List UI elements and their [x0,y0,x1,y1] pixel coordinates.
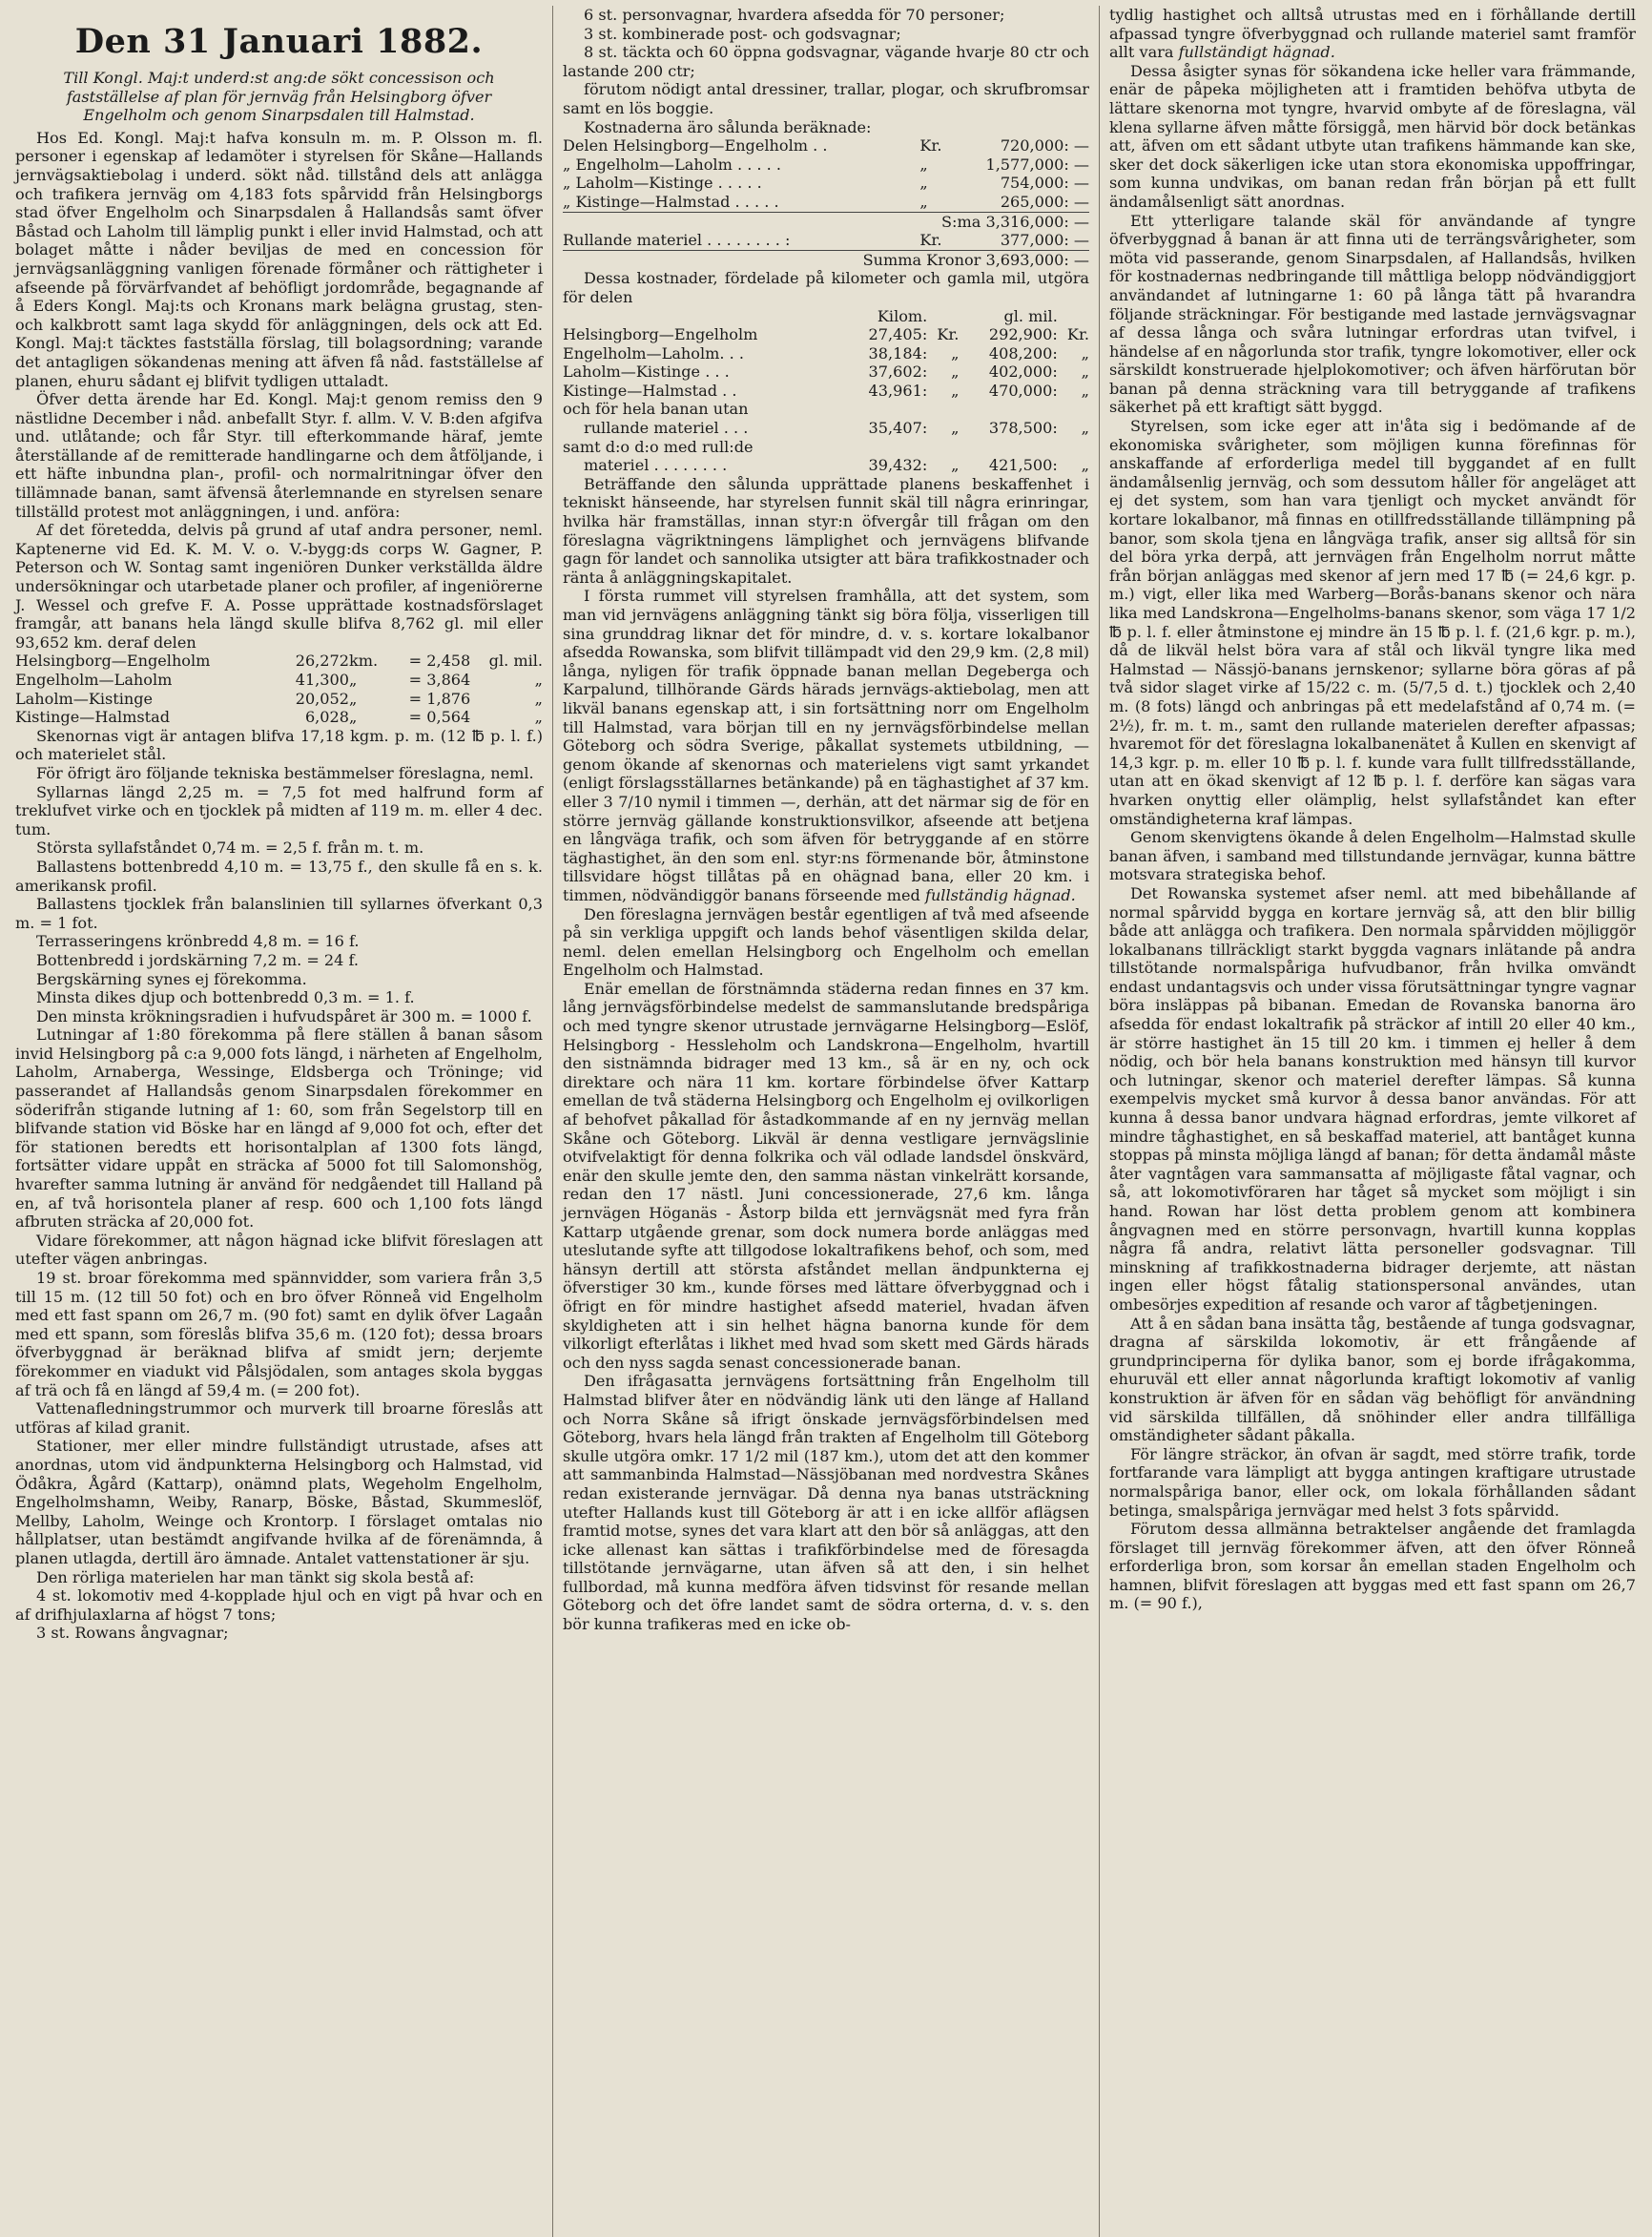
dist-km: 6,028 [304,708,350,727]
paragraph: 3 st. Rowans ångvagnar; [36,1624,229,1643]
per-km-unit2: „ [1081,419,1089,438]
per-km-amount: 292,900: [988,325,1058,344]
table-row [563,362,1089,382]
table-row [15,690,543,709]
paragraph: Genom skenvigtens ökande å delen Engelholm—Halmstad skulle banan äfven, i samband med tillstundande jernvägar, kunna bättre motsvara strategiska behof. [1109,828,1636,884]
dist-mil: = 0,564 [408,708,471,727]
paragraph: Terrasseringens krönbredd 4,8 m. = 16 f. [36,932,360,951]
per-km-unit: „ [951,456,960,475]
paragraph [1109,6,1636,62]
paragraph: Styrelsen, som icke eger att in'åta sig i bedömande af de ekonomiska svårigheter, som möjligen kunna förefinnas för anskaffande af erforderliga medel till byggandet af en fullt ändamålsenlig jernväg, och som dessutom håller för angeläget att ej det system, som han vara tjenligt och mycket användt för kortare lokalbanor, må finnas en otillfredsställande tillämpning på banor, som skola tjena en långväga trafik, anser sig alltså för sin del böra yrka derpå, att jernvägen från Engelholm norrut måtte från början anläggas med skenor af jern med 17 ℔ (= 24,6 kgr. p. m.) vigt, eller lika med Warberg—Borås-banans skenor och nära lika med Landskrona—Engelholms-banans skenor, som väga 17 1/2 ℔ p. l. f. eller åtminstone ej mindre än 15 ℔ p. l. f. (21,6 kgr. p. m.), då de likväl helst böra vara af stål och likväl tyngre lika med Halmstad — Nässjö-banans jernskenor; syllarne böra göras af på två sidor slaget virke af 15/22 c. m. (5/7,5 d. t.) tjocklek och 2,40 m. (8 fots) längd och anbringas på ett medelafstånd af 0,74 m. (= 2½), fr. m. t. m., samt den rullande materielen derefter afpassas; hvaremot för det föreslagna lokalbanenätet å Kullen en skenvigt af 14,3 kgr. p. m. eller 10 ℔ p. l. f. kunde vara fullt tillfredsställande, utan att en ökad skenvigt af 12 ℔ p. l. f. derföre kan sägas vara hvarken onyttig eller olämplig, helst syllafståndet kan efter omständigheterna kraf lämpas. [1109,417,1636,828]
paragraph: Det Rowanska systemet afser neml. att med bibehållande af normal spårvidd bygga en kortare jernväg så, att den blir billig både att anlägga och trafikera. Den normala spårvidden möjliggör lokalbanans tillräckligt starkt byggda vagnars inlätande på andra tillstötande normalspåriga hufvudbanor, från hvilka omvändt endast undantagsvis och under vissa förutsättningar tyngre vagnar böra insläppas på bibanan. Emedan de Rovanska banorna äro afsedda för endast lokaltrafik på sträckor af intill 20 eller 40 km., är större hastighet än 15 till 20 km. i timmen ej heller å dem nödig, och bör hela banans konstruktion med hänsyn till kurvor och lutningar, skenor och materiel derefter lämpas. Så kunna exempelvis mycket små kurvor å dessa banor användas. För att kunna å dessa banor undvara hägnad erfordras, jemte vilkoret af mindre tåghastighet, en så beskaffad materiel, att bantåget kunna stoppas på minsta möjliga längd af banan; för detta ändamål måste åter vagntågen vara sammansatta af möjligaste fåtal vagnar, och så, att lokomotivföraren har tåget så mycket som möjligt i sin hand. Rowan har löst detta problem genom att kombinera ångvagnen med en större personvagn, hvartill kunna kopplas några få andra, relativt lätta personeller godsvagnar. Till minskning af trafikkostnaderna bidrager derjemte, att nästan ingen eller högst fåtalig stationspersonal användes, utan ombesörjes expedition af resande och varor af tågbetjeningen. [1109,883,1636,1314]
column-2 [552,6,1099,2237]
distance-table [15,652,543,726]
paragraph: Den ifrågasatta jernvägens fortsättning från Engelholm till Halmstad blifver åter en nödvändig länk uti den länge af Halland och Norra Skåne så ifrigt önskade jernvägsförbindelsen med Göteborg, hvars hela längd från trakten af Engelholm till Göteborg skulle utgöra omkr. 17 1/2 mil (187 km.), utom det att den kommer att sammanbinda Halmstad—Nässjöbanan med nordvestra Skånes redan existerande jernvägar. Då denna nya banas utsträckning utefter Hallands kust till Göteborg är att i en icke allför aflägsen framtid motse, synes det vara klart att den bör så anläggas, att den icke allenast kan sättas i trafikförbindelse med de föresagda tillstötande jernvägarne, utan äfven så att den, i sin helhet fullbordad, må kunna medföra äfven tidsvinst för resande mellan Göteborg och det öfre landet samt de södra orterna, d. v. s. den bör kunna trafikeras med en icke ob- [563,1372,1089,1634]
per-km-km: 38,184: [868,343,928,362]
per-km-unit2: „ [1081,343,1089,362]
cost-name: „ Laholm—Kistinge . . . . . [563,174,762,193]
paragraph: Att å en sådan bana insätta tåg, bestående af tunga godsvagnar, dragna af särskilda lokomotiv, är ett frångående af grundprinciperna för dylika banor, som ej borde ifrågakomma, ehuruväl ett eller annat någorlunda kraftigt lokomotiv af vanlig konstruktion är äfven för en sådan väg behöfligt för användning vid särskilda tillfällen, då snöhinder eller andra tillfälliga omständigheter sådant påkalla. [1109,1314,1636,1445]
paragraph: Ett ytterligare talande skäl för användande af tyngre öfverbyggnad å banan är att finna uti de terrängsvårigheter, som möta vid passerande, genom Sinarpsdalen, af Hallandsås, hvilken för kostnadernas nedbringande till måttliga belopp nödvändiggjort användandet af lutningarne 1: 60 på långa tätt på hvarandra följande sträckningar. För bestigande med lastade jernvägsvagnar af dessa långa och svåra lutningar erfordras utan tvifvel, i händelse af en någorlunda stor trafik, tyngre lokomotiver, eller ock särskildt konstruerade hjelplokomotiver; och äfven härförutan bör banan på denna sträckning vara till betryggande af trafikens säkerhet på ett kraftigt sätt byggd. [1109,211,1636,417]
dist-name: Engelholm—Laholm [15,671,173,689]
paragraph: Ballastens bottenbredd 4,10 m. = 13,75 f., den skulle få en s. k. amerikansk profil. [15,857,543,895]
per-km-unit2: Kr. [1066,325,1089,344]
paragraph: Bergskärning synes ej förekomma. [36,969,307,988]
table-row [15,671,543,690]
paragraph: Bottenbredd i jordskärning 7,2 m. = 24 f. [36,950,360,969]
paragraph: Af det företedda, delvis på grund af utaf andra personer, neml. Kaptenerne vid Ed. K. M. V. o. V.-bygg:ds corps W. Gagner, P. Peterson och W. Sontag samt ingeniören Dunker verkställda äldre undersökningar och utarbetade planer och profiler, af ingeniörerne J. Wessel och grefve F. A. Posse upprättade kostnadsförslaget framgår, att banans hela längd skulle blifva 8,762 gl. mil eller 93,652 km. deraf delen [15,521,543,652]
per-km-table [563,307,1089,475]
paragraph: Dessa åsigter synas för sökandena icke heller vara främmande, enär de påpeka möjligheten att i framtiden behöfva utbyta de lättare skenorna mot tyngre, hvarvid ombyte af de föreslagna, väl klena syllarne äfven måtte försiggå, men härvid bör dock betänkas att, äfven om ett sådant utbyte utan trafikens hämmande kan ske, sker det dock säkerligen icke utan stora ekonomiska uppoffringar, som kunna undvikas, om banan redan från början på ett fullt ändamålsenligt sätt anordnas. [1109,61,1636,211]
per-km-name: Kistinge—Halmstad . . [563,381,737,400]
dist-name: Kistinge—Halmstad [15,708,170,727]
kilom-header: Kilom. [877,306,928,325]
per-km-name: rullande materiel . . . [584,419,749,438]
cost-name: „ Kistinge—Halmstad . . . . . [563,192,779,211]
per-km-unit: „ [951,419,960,438]
paragraph: För längre sträckor, än ofvan är sagdt, med större trafik, torde fortfarande vara lämpligt att bygga antingen kraftigare utrustade normalspåriga banor, eller ock, om lokala förhållanden sådant betinga, smalspåriga jernvägar med helst 3 fots spårvidd. [1109,1444,1636,1520]
column-1 [6,6,552,2237]
page-heading: Den 31 Januari 1882. [74,22,484,61]
paragraph: Enär emellan de förstnämnda städerna redan finnes en 37 km. lång jernvägsförbindelse medelst de sammanslutande bredspåriga och med tyngre skenor utrustade jernvägarne Helsingborg—Eslöf, Helsingborg - Hessleholm och Landskrona—Engelholm, hvartill den sistnämnda bidrager med 13 km., så är en ny, och ock direktare och nära 11 km. kortare förbindelse öfver Kattarp emellan de två städerna Helsingborg och Engelholm ej ovilkorligen af behofvet påkallad för åstadkommande af en ny jernväg mellan Skåne och Göteborg. Likväl är denna vestligare jernvägslinie otvifvelaktigt för denna folkrika och väl odlade landsdel önskvärd, enär den skulle jemte den, den samma nästan vinkelrätt korsande, redan den 17 nästl. Juni concessionerade, 27,6 km. långa jernvägen Höganäs - Åstorp bilda ett jernvägsnät med fyra från Kattarp utgående grenar, som dock numera borde anläggas med uteslutande syfte att tillgodose lokaltrafikens behof, och som, med hänsyn dertill att största afståndet mellan ändpunkterna ej öfverstiger 30 km., kunde förses med lättare öfverbyggnad och i öfrigt en för mindre hastighet afsedd materiel, hvadan äfven skyldigheten att i sin helhet hägna banorna kunde för dem vilkorligt efterlåtas i likhet med hvad som skett med Gärds härads och den nyss sagda senast concessionerade banan. [563,979,1089,1372]
dist-gl: „ [534,689,543,708]
paragraph: Lutningar af 1:80 förekomma på flere ställen å banan såsom invid Helsingborg på c:a 9,000 fots längd, i närheten af Engelholm, Laholm, Arnaberga, Wessinge, Eldsberga och Tröninge; vid passerandet af Hallandsås genom Sinarpsdalen förekommer en söderifrån stigande lutning af 1: 60, som från Segelstorp till en blifvande station vid Böske har en längd af 9,000 fot och, efter det för stationen beredts ett horisontalplan af 1300 fots längd, fortsätter vidare uppåt en sträcka af 5000 fot till Salomonshög, hvarefter samma lutning är använd för nedgåendet till Halland på en, af två horisontela planer af resp. 600 och 1,100 fots längd afbruten sträcka af 20,000 fot. [15,1025,543,1232]
paragraph: Skenornas vigt är antagen blifva 17,18 kgm. p. m. (12 ℔ p. l. f.) och materielet stål. [15,726,543,764]
dist-mil: = 2,458 [408,652,471,671]
paragraph: Vattenafledningstrummor och murverk till broarne föreslås att utföras af kilad granit. [15,1399,543,1437]
paragraph: Den föreslagna jernvägen består egentligen af två med afseende på sin verkliga uppgift och lands behof väsentligen skilda delar, neml. delen emellan Helsingborg och Engelholm och emellan Engelholm och Halmstad. [563,904,1089,980]
paragraph: För öfrigt äro följande tekniska bestämmelser föreslagna, neml. [36,763,534,782]
per-km-amount: 402,000: [988,362,1058,382]
table-row [563,382,1089,401]
per-km-unit: „ [951,381,960,400]
emphasis: fullständigt hägnad. [1178,43,1335,62]
table-row [563,193,1089,212]
cost-unit: „ [919,192,928,211]
table-row [563,344,1089,363]
per-km-amount: 378,500: [988,419,1058,438]
per-km-amount: 421,500: [988,456,1058,475]
dist-unit: „ [349,689,358,708]
per-km-km: 43,961: [868,381,928,400]
per-km-unit2: „ [1081,456,1089,475]
cost-amount: 265,000: — [1000,192,1089,211]
cost-unit: Kr. [919,136,942,155]
cost-unit: Kr. [919,231,942,250]
paragraph: Öfver detta ärende har Ed. Kongl. Maj:t genom remiss den 9 nästlidne December i nåd. anbefallt Styr. f. allm. V. V. B:den afgifva und. utlåtande; och får Styr. till efterkommande häraf, jemte återställande af de remitterade handlingarne och dem åtföljande, i ett häfte inbundna plan-, profil- och normalritningar öfver den tillämnade banan, samt äfvensä återlemnande en styrelsen senare tillställd protest mot anläggningen, i und. anföra: [15,390,543,521]
cost-unit: „ [919,155,928,174]
per-km-amount: 408,200: [988,343,1058,362]
paragraph: Beträffande den sålunda upprättade planens beskaffenhet i tekniskt hänseende, har styrelsen funnit skäl till några erinringar, hvilka här framställas, innan styr:n öfvergår till frågan om den föreslagna vägriktningens lämplighet och jernvägens blifvande gagn för landet och sannolika utsigter att bära trafikkostnader och ränta å anläggningskapitalet. [563,474,1089,587]
dist-unit: „ [349,708,358,727]
dist-mil: = 1,876 [408,689,471,708]
column-3 [1099,6,1645,2237]
glmil-header: gl. mil. [1003,306,1058,325]
paragraph: Stationer, mer eller mindre fullständigt utrustade, afses att anordnas, utom vid ändpunkterna Helsingborg och Halmstad, vid Ödåkra, Ågård (Kattarp), onämnd plats, Wegeholm Engelholm, Engelholmshamn, Weiby, Ranarp, Böske, Båstad, Skummeslöf, Mellby, Laholm, Weinge och Krontorp. I förslaget omtalas nio hållplatser, utan bestämdt angifvande hvilka af de förenämnda, å planen utlagda, dertill äro ämnade. Antalet vattenstationer är sju. [15,1437,543,1567]
per-km-km: 35,407: [868,419,928,438]
paragraph: Den minsta krökningsradien i hufvudspåret är 300 m. = 1000 f. [36,1006,532,1025]
per-km-unit: Kr. [937,325,960,344]
dist-km: 41,300 [295,671,350,689]
cost-name: Rullande materiel . . . . . . . . : [563,231,791,250]
cost-name: Delen Helsingborg—Engelholm . . [563,136,828,155]
cost-unit: „ [919,174,928,193]
paragraph: Den rörliga materielen har man tänkt sig skola bestå af: [36,1567,475,1586]
per-km-name: Helsingborg—Engelholm [563,325,758,344]
per-km-unit2: „ [1081,362,1089,382]
dist-km: 20,052 [295,689,350,708]
dist-name: Helsingborg—Engelholm [15,652,211,671]
paragraph: Syllarnas längd 2,25 m. = 7,5 fot med halfrund form af treklufvet virke och en tjocklek på midten af 119 m. m. eller 4 dec. tum. [15,782,543,839]
dist-unit: „ [349,671,358,689]
cost-name: „ Engelholm—Laholm . . . . . [563,155,781,174]
dist-km: 26,272 [295,652,350,671]
per-km-name: Engelholm—Laholm. . . [563,343,744,362]
dist-gl: „ [534,671,543,689]
dist-gl: gl. mil. [488,652,543,671]
per-km-unit: „ [951,362,960,382]
cost-total: Summa Kronor 3,693,000: — [563,250,1089,269]
cost-amount: 720,000: — [1000,136,1089,155]
cost-amount: 754,000: — [1000,174,1089,193]
dist-name: Laholm—Kistinge [15,689,154,708]
table-row [15,652,543,671]
paragraph: 4 st. lokomotiv med 4-kopplade hjul och en vigt på hvar och en af drifhjulaxlarna af högst 7 tons; [15,1586,543,1624]
paragraph: Kostnaderna äro sålunda beräknade: [584,117,872,136]
paragraph: Hos Ed. Kongl. Maj:t hafva konsuln m. m. P. Olsson m. fl. personer i egenskap af ledamöter i styrelsen för Skåne—Hallands jernvägsaktiebolag i underd. sökt nåd. tillstånd dels att anlägga och trafikera jernväg om 4,183 fots spårvidd från Helsingborgs stad öfver Engelholm och Sinarpsdalen å Hallandsås samt öfver Båstad och Laholm till lämplig punkt i eller invid Halmstad, och att bolaget måtte i nåder beviljas de med en concession för jernvägsanläggning vanligen förenade förmåner och rättigheter i afseende på förvärfvandet af behöfligt jordområde, begagnande af å Eders Kongl. Maj:ts och Kronans mark belägna grustag, sten- och kalkbrott samt laga skydd för anläggningen, dels ock att Ed. Kongl. Maj:t täcktes fastställa förslag, till bolagsordning; varande det antagligen sökandenas mening att äfven få nåd. fastställelse af planen, ehuru sådant ej blifvit tydligen uttaladt. [15,128,543,390]
paragraph [563,587,1089,904]
per-km-note: samt d:o d:o med rull:de [563,437,754,456]
paragraph: Vidare förekommer, att någon hägnad icke blifvit föreslagen att utefter vägen anbringas. [15,1231,543,1269]
per-km-note: och för hela banan utan [563,400,749,419]
per-km-name: materiel . . . . . . . . [584,456,728,475]
cost-amount: 1,577,000: — [985,155,1089,174]
dist-unit: km. [349,652,379,671]
paragraph: Förutom dessa allmänna betraktelser angående det framlagda förslaget till jernväg förekommer äfven, att den öfver Rönneå erforderliga bron, som korsar ån emellan staden Engelholm och hamnen, blifvit föreslagen att byggas med ett fast spann om 26,7 m. (= 90 f.), [1109,1520,1636,1613]
per-km-amount: 470,000: [988,381,1058,400]
per-km-name: Laholm—Kistinge . . . [563,362,730,382]
paragraph: 19 st. broar förekomma med spännvidder, som variera från 3,5 till 15 m. (12 till 50 fot) och en bro öfver Rönneå vid Engelholm med ett fast spann om 26,7 m. (90 fot) samt en dylik öfver Lagaån med ett spann, som föreslås blifva 35,6 m. (120 fot); dessa broars öfverbyggnad är beräknad blifva af smidt jern; derjemte förekommer en viadukt vid Pålsjödalen, som antages skola byggas af trä och få en längd af 59,4 m. (= 200 fot). [15,1269,543,1399]
table-row [15,708,543,727]
per-km-km: 37,602: [868,362,928,382]
per-km-km: 27,405: [868,325,928,344]
per-km-unit: „ [951,343,960,362]
cost-amount: 377,000: — [1000,231,1089,250]
table-row [563,174,1089,193]
table-row [563,325,1089,344]
paragraph: 3 st. kombinerade post- och godsvagnar; [584,24,901,43]
paragraph: Största syllafståndet 0,74 m. = 2,5 f. från m. t. m. [36,839,424,858]
dist-gl: „ [534,708,543,727]
emphasis: fullständig hägnad. [924,885,1076,904]
table-row [563,155,1089,175]
paragraph: 8 st. täckta och 60 öppna godsvagnar, vägande hvarje 80 ctr och lastande 200 ctr; [563,43,1089,80]
cost-table [563,136,1089,269]
subtitle: Till Kongl. Maj:t underd:st ang:de sökt concessison och fastställelse af plan för jernväg från Helsingborg öfver Engelholm och genom Sinarpsdalen till Halmstad. [63,69,495,125]
paragraph: Ballastens tjocklek från balanslinien till syllarnes öfverkant 0,3 m. = 1 fot. [15,895,543,932]
paragraph: Dessa kostnader, fördelade på kilometer och gamla mil, utgöra för delen [563,269,1089,306]
dist-mil: = 3,864 [408,671,471,689]
table-row [563,136,1089,155]
paragraph-text: tydlig hastighet och alltså utrustas med en i förhållande dertill afpassad tyngre öfverbyggnad och rullande materiel samt framför allt vara [1109,6,1636,62]
paragraph-text: I första rummet vill styrelsen framhålla, att det system, som man vid jernvägens anläggning tänkt sig böra följa, visserligen till sina grunddrag liknar det för mindre, d. v. s. kortare lokalbanor afsedda Rowanska, som blifvit tillämpadt vid den 29,9 km. (2,8 mil) långa, nyligen för trafik öppnade banan mellan Degeberga och Karpalund, tillhörande Gärds härads jernvägs-aktiebolag, men att likväl banans egenskap att, i sin fortsättning norr om Engelholm till Halmstad, vara början till en ny jernvägsförbindelse mellan Göteborg och södra Sverige, påkallat systemets utbildning, — genom ökande af skenornas och materielens vigt samt yrkandet (enligt förslagsställarnes betänkande) på en täghastighet af 37 km. eller 3 7/10 nymil i timmen —, derhän, att det närmar sig de för en större jernväg gällande konstruktionsvilkor, afseende att betjena en långväga trafik, och som äfven för betryggande af en större täghastighet, än den som enl. styr:ns förmenande bör, åtminstone tillsvidare högst tillåtas på en ohägnad bana, eller 20 km. i timmen, nödvändiggör banans förseende med [563,587,1089,904]
per-km-km: 39,432: [868,456,928,475]
paragraph: 6 st. personvagnar, hvardera afsedda för 70 personer; [584,6,1005,24]
per-km-unit2: „ [1081,381,1089,400]
cost-subtotal: S:ma 3,316,000: — [563,212,1089,231]
paragraph: förutom nödigt antal dressiner, trallar, plogar, och skrufbromsar samt en lös boggie. [563,80,1089,117]
paragraph: Minsta dikes djup och bottenbredd 0,3 m. = 1. f. [36,988,415,1007]
